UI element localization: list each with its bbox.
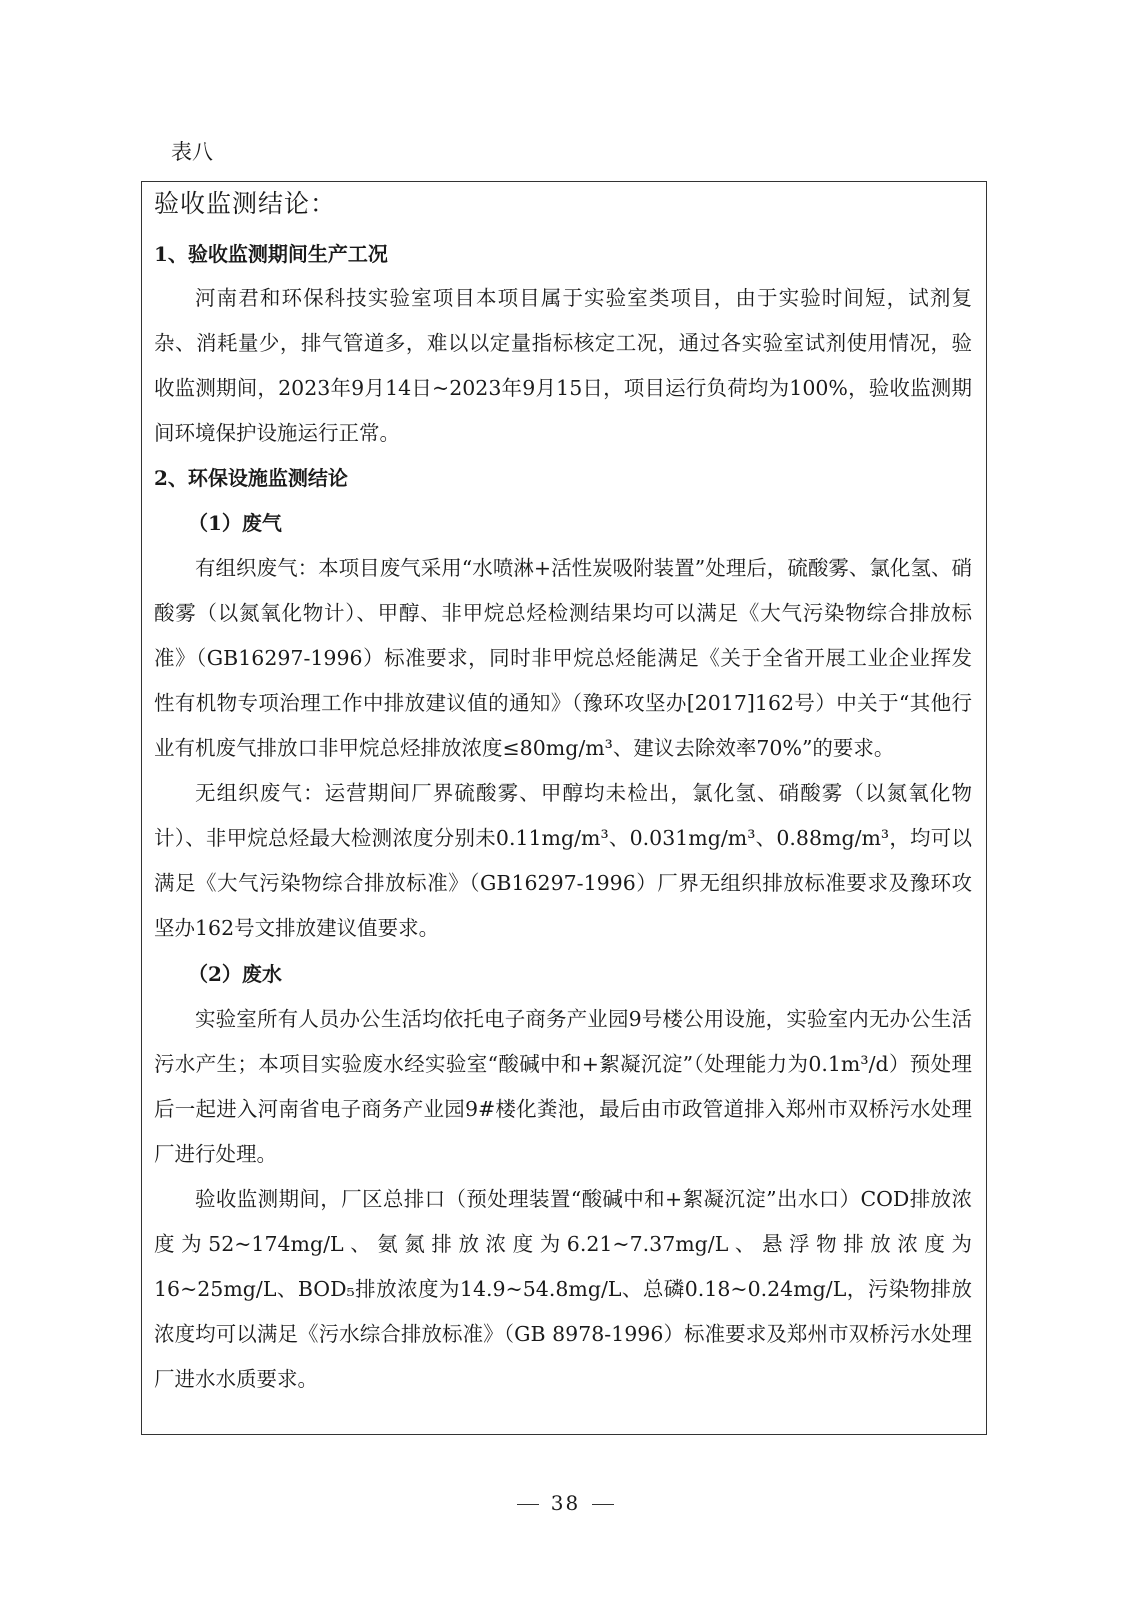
organized-gas-paragraph: 有组织废气：本项目废气采用“水喷淋+活性炭吸附装置”处理后，硫酸雾、氯化氢、硝酸雾（以氮氧化物计）、甲醇、非甲烷总烃检测结果均可以满足《大气污染物综合排放标准》（GB16297-1996）标准要求，同时非甲烷总烃能满足《关于全省开展工业企业挥发性有机物专项治理工作中排放建议值的通知》（豫环攻坚办[2017]162号）中关于“其他行业有机废气排放口非甲烷总烃排放浓度≤80mg/m³、建议去除效率70%”的要求。 bbox=[154, 556, 972, 760]
unorganized-gas-paragraph: 无组织废气：运营期间厂界硫酸雾、甲醇均未检出，氯化氢、硝酸雾（以氮氧化物计）、非甲烷总烃最大检测浓度分别未0.11mg/m³、0.031mg/m³、0.88mg/m³，均可以满足《大气污染物综合排放标准》（GB16297-1996）厂界无组织排放标准要求及豫环攻坚办162号文排放建议值要求。 bbox=[154, 781, 972, 940]
gas-heading: （1）废气 bbox=[188, 511, 282, 535]
section2-heading: 2、环保设施监测结论 bbox=[154, 466, 348, 490]
section1-heading: 1、验收监测期间生产工况 bbox=[154, 242, 388, 266]
water-paragraph-2: 验收监测期间，厂区总排口（预处理装置“酸碱中和+絮凝沉淀”出水口）COD排放浓度为52~174mg/L、氨氮排放浓度为6.21~7.37mg/L、悬浮物排放浓度为16~25mg/L、BOD₅排放浓度为14.9~54.8mg/L、总磷0.18~0.24mg/L，污染物排放浓度均可以满足《污水综合排放标准》（GB 8978-1996）标准要求及郑州市双桥污水处理厂进水水质要求。 bbox=[154, 1187, 972, 1391]
page-footer bbox=[0, 1491, 1131, 1515]
table-label: 表八 bbox=[171, 140, 213, 164]
dash-right bbox=[592, 1504, 614, 1505]
water-paragraph-1: 实验室所有人员办公生活均依托电子商务产业园9号楼公用设施，实验室内无办公生活污水产生；本项目实验废水经实验室“酸碱中和+絮凝沉淀”（处理能力为0.1m³/d）预处理后一起进入河南省电子商务产业园9#楼化粪池，最后由市政管道排入郑州市双桥污水处理厂进行处理。 bbox=[154, 1007, 972, 1166]
dash-left bbox=[517, 1504, 539, 1505]
conclusion-box bbox=[141, 181, 987, 1435]
box-title: 验收监测结论： bbox=[154, 189, 337, 218]
section1-paragraph: 河南君和环保科技实验室项目本项目属于实验室类项目，由于实验时间短，试剂复杂、消耗量少，排气管道多，难以以定量指标核定工况，通过各实验室试剂使用情况，验收监测期间，2023年9月14日~2023年9月15日，项目运行负荷均为100%，验收监测期间环境保护设施运行正常。 bbox=[154, 286, 972, 445]
water-heading: （2）废水 bbox=[188, 962, 282, 986]
page-number: 38 bbox=[550, 1491, 581, 1515]
